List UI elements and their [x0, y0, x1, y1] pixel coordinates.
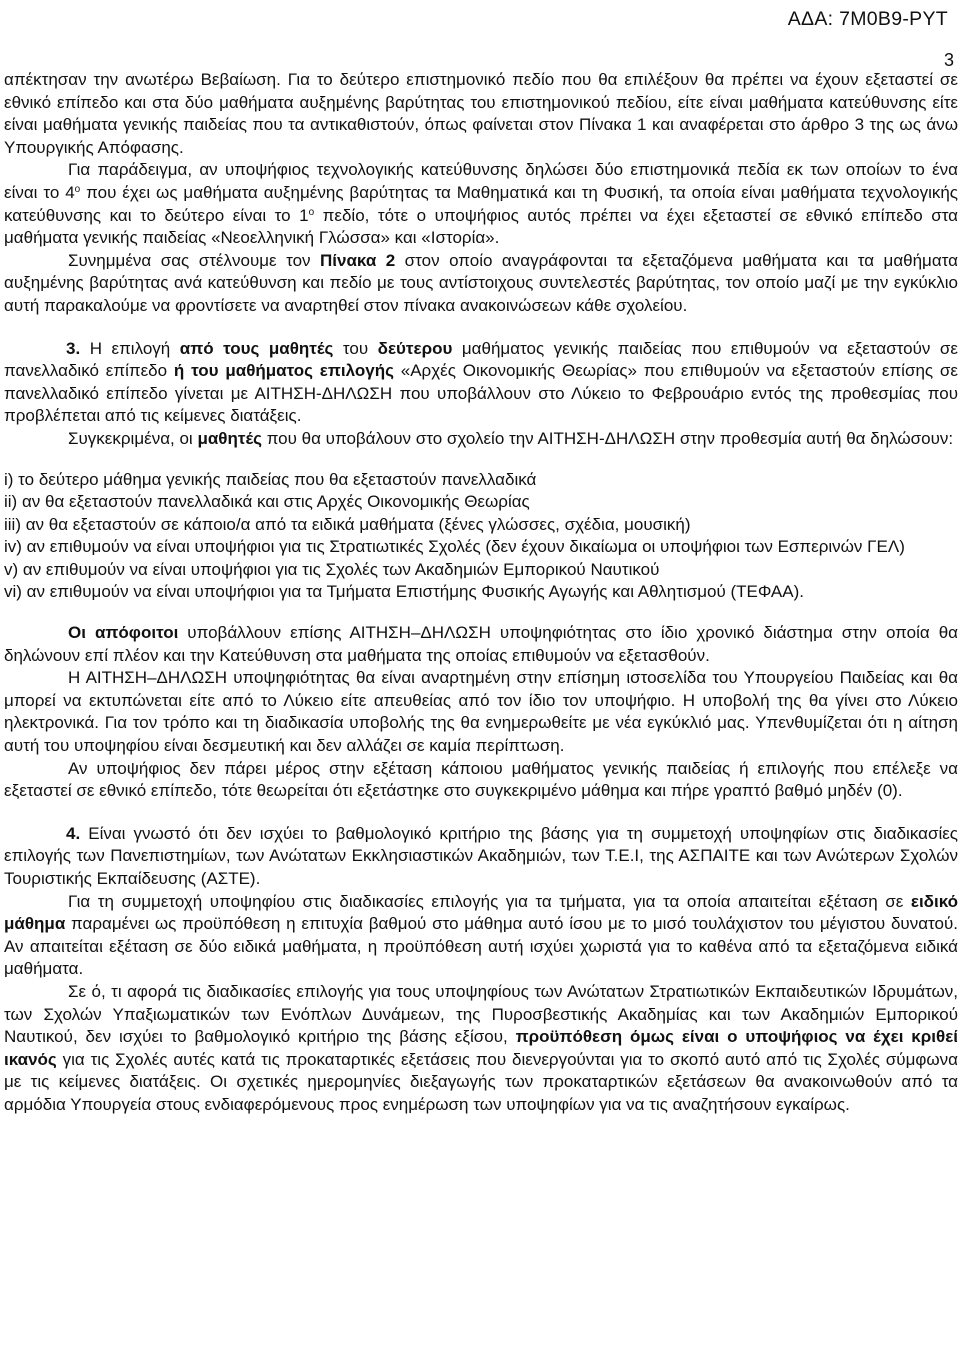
superscript: ο — [74, 183, 81, 195]
section-3 — [4, 338, 958, 428]
paragraph-special-subject — [4, 891, 958, 981]
bold-text: ή του μαθήματος επιλογής — [173, 361, 394, 381]
text-span: του — [333, 338, 378, 358]
paragraph-application: Η ΑΙΤΗΣΗ–ΔΗΛΩΣΗ υποψηφιότητας θα είναι αναρτημένη στην επίσημη ιστοσελίδα του Υπουργείου Παιδείας και θα μπορεί να εκτυπώνεται είτε από το Λύκειο είτε απευθείας από τον ίδιο τον υποψήφιο. Η υποβολή της θα γίνει στο Λύκειο ηλεκτρονικά. Για τον τρόπο και τη διαδικασία υποβολής της θα ενημερωθείτε με νέα εγκύκλιό μας. Υπενθυμίζεται ότι η αίτηση αυτή του υποψηφίου είναι δεσμευτική και δεν αλλάζει σε καμία περίπτωση. — [4, 668, 958, 756]
text-span: παραμένει ως προϋπόθεση η επιτυχία βαθμού στο μάθημα αυτό ίσου με το μισό τουλάχιστον του μέγιστου δυνατού. Αν απαιτείται εξέταση σε δύο ειδικά μαθήματα, η προϋπόθεση αυτή ισχύει χωριστά για το καθένα από τα εξεταζόμενα ειδικά μαθήματα. — [4, 914, 958, 979]
text-span: υποβάλλουν επίσης ΑΙΤΗΣΗ–ΔΗΛΩΣΗ υποψηφιότητας στο ίδιο χρονικό διάστημα στην οποία θα δηλώνουν επί πλέον και την Κατεύθυνση στα μαθήματα της οποίας επιθυμούν να εξετασθούν. — [4, 623, 958, 665]
bold-text: δεύτερου — [377, 338, 453, 358]
text-span: Συνημμένα σας στέλνουμε τον — [68, 250, 320, 270]
paragraph-students — [4, 428, 958, 451]
paragraph-absence: Αν υποψήφιος δεν πάρει μέρος στην εξέταση κάποιου μαθήματος γενικής παιδείας ή επιλογής που επέλεξε να εξεταστεί σε εθνικό επίπεδο, τότε θεωρείται ότι εξετάστηκε στο συγκεκριμένο μάθημα και πήρε γραπτό βαθμό μηδέν (0). — [4, 758, 958, 801]
section-4 — [4, 823, 958, 891]
bold-text: ειδικό μάθημα — [4, 891, 958, 934]
text-span: στον οποίο αναγράφονται τα εξεταζόμενα μαθήματα και τα μαθήματα αυξημένης βαρύτητας ανά κατεύθυνση και πεδίο με τους αντίστοιχους συντελεστές βαρύτητας, τον οποίο μαζί με την εγκύκλιο αυτή παρακαλούμε να φροντίσετε να αναρτηθεί στον πίνακα ανακοινώσεων κάθε σχολείου. — [4, 250, 958, 315]
superscript: ο — [308, 206, 315, 218]
list-item: ii) αν θα εξεταστούν πανελλαδικά και στις Αρχές Οικονομικής Θεωρίας — [4, 492, 530, 512]
declaration-list — [4, 469, 958, 605]
paragraph-attachment — [4, 250, 958, 318]
text-span: Η επιλογή — [80, 338, 180, 358]
paragraph-military — [4, 981, 958, 1117]
text-span: Για παράδειγμα, αν υποψήφιος τεχνολογικής κατεύθυνσης δηλώσει δύο επιστημονικά πεδία εκ των οποίων το ένα είναι το 4 — [4, 160, 958, 202]
section-number: 3. — [66, 338, 81, 358]
list-item: i) το δεύτερο μάθημα γενικής παιδείας που θα εξεταστούν πανελλαδικά — [4, 469, 537, 489]
text-span: μαθήματος γενικής παιδείας που επιθυμούν να εξεταστούν σε πανελλαδικό επίπεδο — [4, 338, 958, 381]
bold-text: από τους μαθητές — [179, 338, 334, 358]
text-span: Για τη συμμετοχή υποψηφίου στις διαδικασίες επιλογής για τα τμήματα, για τα οποία απαιτείται εξέταση σε — [68, 891, 911, 911]
document-body — [4, 69, 958, 1117]
text-span: πεδίο, τότε ο υποψήφιος αυτός πρέπει να έχει εξεταστεί σε εθνικό επίπεδο στα μαθήματα γενικής παιδείας «Νεοελληνική Γλώσσα» και «Ιστορία». — [4, 205, 958, 248]
ada-code: ΑΔΑ: 7Μ0Β9-ΡΥΤ — [787, 8, 948, 30]
text-span: που έχει ως μαθήματα αυξημένης βαρύτητας τα Μαθηματικά και τη Φυσική, τα οποία είναι μαθήματα τεχνολογικής κατεύθυνσης και το δεύτερο είναι το 1 — [4, 182, 958, 225]
text-span: που θα υποβάλουν στο σχολείο την ΑΙΤΗΣΗ-ΔΗΛΩΣΗ στην προθεσμία αυτή θα δηλώσουν: — [261, 428, 954, 448]
list-item: iii) αν θα εξεταστούν σε κάποιο/α από τα ειδικά μαθήματα (ξένες γλώσσες, σχέδια, μουσική) — [4, 514, 691, 534]
text-span: «Αρχές Οικονομικής Θεωρίας» που επιθυμούν να εξεταστούν επίσης σε πανελλαδικό επίπεδο γίνεται με ΑΙΤΗΣΗ-ΔΗΛΩΣΗ που υποβάλλουν στο Λύκειο το Φεβρουάριο εντός της προθεσμίας που προβλέπεται από τις κείμενες διατάξεις. — [4, 361, 958, 426]
text-span: Είναι γνωστό ότι δεν ισχύει το βαθμολογικό κριτήριο της βάσης για τη συμμετοχή υποψηφίων στις διαδικασίες επιλογής των Πανεπιστημίων, των Ανώτατων Εκκλησιαστικών Ακαδημιών, των Τ.Ε.Ι, της ΑΣΠΑΙΤΕ και των Ανώτερων Σχολών Τουριστικής Εκπαίδευσης (ΑΣΤΕ). — [4, 823, 958, 888]
list-item: iv) αν επιθυμούν να είναι υποψήφιοι για τις Στρατιωτικές Σχολές (δεν έχουν δικαίωμα οι υποψήφιοι των Εσπερινών ΓΕΛ) — [4, 537, 905, 557]
list-item: v) αν επιθυμούν να είναι υποψήφιοι για τις Σχολές των Ακαδημιών Εμπορικού Ναυτικού — [4, 559, 660, 579]
bold-text: Πίνακα 2 — [320, 250, 396, 270]
spacer — [4, 318, 958, 338]
spacer — [4, 803, 958, 823]
bold-text: μαθητές — [197, 428, 262, 448]
page-number: 3 — [943, 50, 954, 70]
paragraph-example — [4, 159, 958, 249]
bold-text: Οι απόφοιτοι — [68, 623, 179, 643]
paragraph-graduates — [4, 622, 958, 667]
list-item: vi) αν επιθυμούν να είναι υποψήφιοι για τα Τμήματα Επιστήμης Φυσικής Αγωγής και Αθλητισμού (ΤΕΦΑΑ). — [4, 582, 804, 602]
bold-text: προϋπόθεση όμως είναι ο υποψήφιος να έχει κριθεί ικανός — [4, 1027, 958, 1069]
spacer — [4, 604, 958, 622]
text-span: Συγκεκριμένα, οι — [68, 428, 198, 448]
spacer — [4, 451, 958, 469]
paragraph-intro: απέκτησαν την ανωτέρω Βεβαίωση. Για το δεύτερο επιστημονικό πεδίο που θα επιλέξουν θα πρέπει να έχουν εξεταστεί σε εθνικό επίπεδο και στα δύο μαθήματα αυξημένης βαρύτητας του επιστημονικού πεδίου, είτε είναι μαθήματα κατεύθυνσης είτε είναι μαθήματα γενικής παιδείας που τα αντικαθιστούν, όπως φαίνεται στον Πίνακα 1 και αναφέρεται στο άρθρο 3 της ως άνω Υπουργικής Απόφασης. — [4, 70, 958, 157]
text-span: Σε ό, τι αφορά τις διαδικασίες επιλογής για τους υποψηφίους των Ανώτατων Στρατιωτικών Εκπαιδευτικών Ιδρυμάτων, των Σχολών Υπαξιωματικών των Ενόπλων Δυνάμεων, της Πυροσβεστικής Ακαδημίας και των Ακαδημιών Εμπορικού Ναυτικού, δεν ισχύει το βαθμολογικό κριτήριο της βάσης εξίσου, — [4, 981, 958, 1047]
section-number: 4. — [66, 823, 81, 843]
text-span: για τις Σχολές αυτές κατά τις προκαταρτικές εξετάσεις που διενεργούνται για το σκοπό αυτό από τις Σχολές σύμφωνα με τις κείμενες διατάξεις. Οι σχετικές ημερομηνίες διεξαγωγής των προκαταρτικών εξετάσεων θα ανακοινωθούν από τα αρμόδια Υπουργεία στους ενδιαφερόμενους προς ενημέρωση των υποψηφίων για να τις αναζητήσουν εγκαίρως. — [4, 1049, 958, 1114]
